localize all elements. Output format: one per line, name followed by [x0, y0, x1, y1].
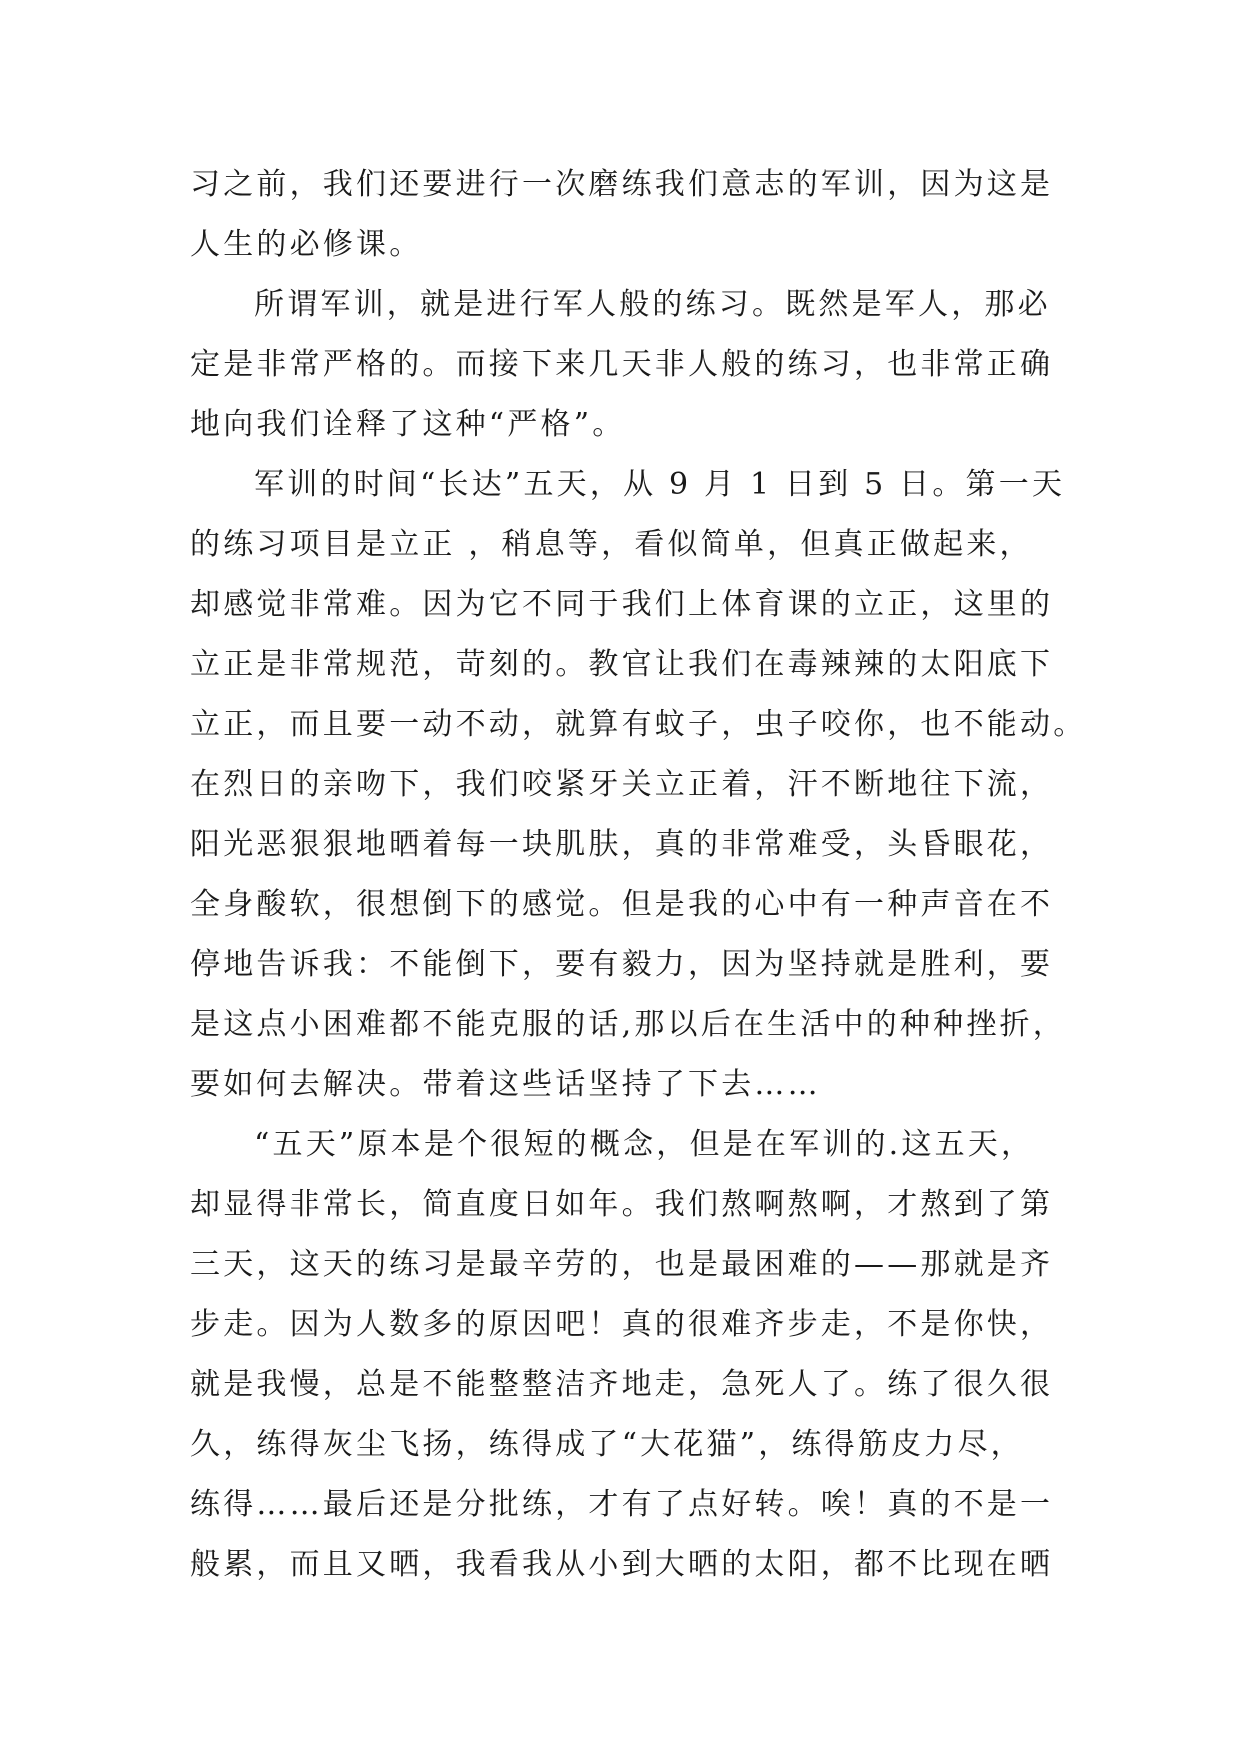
- text-line: 全身酸软，很想倒下的感觉。但是我的心中有一种声音在不: [190, 887, 1054, 922]
- text-line: 久，练得灰尘飞扬，练得成了“大花猫”，练得筋皮力尽，: [190, 1427, 1024, 1462]
- text-line: 却感觉非常难。因为它不同于我们上体育课的立正，这里的: [190, 587, 1054, 622]
- text-line: 练得……最后还是分批练，才有了点好转。唉！真的不是一: [190, 1487, 1054, 1522]
- text-line: 是这点小困难都不能克服的话,那以后在生活中的种种挫折，: [190, 1007, 1066, 1042]
- paragraph-start-line: 军训的时间“长达”五天，从 9 月 1 日到 5 日。第一天: [254, 467, 1066, 502]
- text-line: 阳光恶狠狠地晒着每一块肌肤，真的非常难受，头昏眼花，: [190, 827, 1054, 862]
- paragraph-start-line: 所谓军训，就是进行军人般的练习。既然是军人，那必: [254, 287, 1051, 322]
- text-line: 要如何去解决。带着这些话坚持了下去……: [190, 1067, 821, 1102]
- text-line: 就是我慢，总是不能整整洁齐地走，急死人了。练了很久很: [190, 1367, 1054, 1402]
- text-line: 立正，而且要一动不动，就算有蚊子，虫子咬你，也不能动。: [190, 707, 1087, 742]
- text-line: 步走。因为人数多的原因吧！真的很难齐步走，不是你快，: [190, 1307, 1054, 1342]
- body-text: [190, 155, 1087, 1595]
- text-line: 人生的必修课。: [190, 227, 423, 262]
- paragraph-start-line: “五天”原本是个很短的概念，但是在军训的.这五天，: [254, 1127, 1035, 1162]
- text-line: 立正是非常规范，苛刻的。教官让我们在毒辣辣的太阳底下: [190, 647, 1054, 682]
- text-line: 地向我们诠释了这种“严格”。: [190, 407, 626, 442]
- text-line: 定是非常严格的。而接下来几天非人般的练习，也非常正确: [190, 347, 1054, 382]
- text-line: 三天，这天的练习是最辛劳的，也是最困难的——那就是齐: [190, 1247, 1054, 1282]
- text-line: 停地告诉我：不能倒下，要有毅力，因为坚持就是胜利，要: [190, 947, 1054, 982]
- text-line: 的练习项目是立正 ，稍息等，看似简单，但真正做起来，: [190, 527, 1033, 562]
- text-line: 习之前，我们还要进行一次磨练我们意志的军训，因为这是: [190, 167, 1054, 202]
- text-line: 般累，而且又晒，我看我从小到大晒的太阳，都不比现在晒: [190, 1547, 1054, 1582]
- text-line: 却显得非常长，简直度日如年。我们熬啊熬啊，才熬到了第: [190, 1187, 1054, 1222]
- text-line: 在烈日的亲吻下，我们咬紧牙关立正着，汗不断地往下流，: [190, 767, 1054, 802]
